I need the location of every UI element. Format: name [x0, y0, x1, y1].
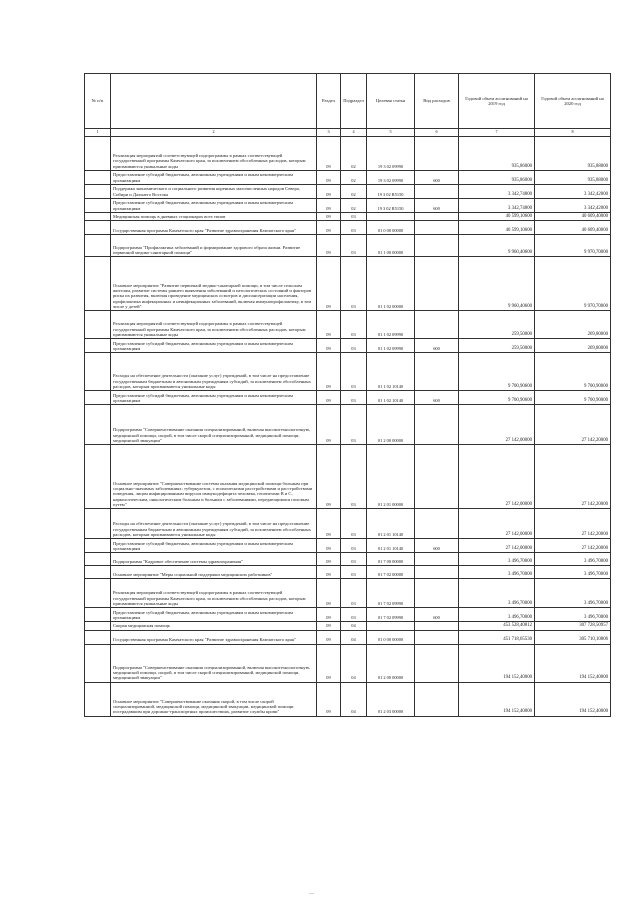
row-subsection-cell: 02 — [341, 171, 367, 185]
row-num-cell — [85, 213, 111, 221]
row-subsection-cell: 03 — [341, 553, 367, 566]
col-index: 7 — [459, 129, 535, 137]
row-name-cell: Расходы на обеспечение деятельности (оказание услуг) учреждений, в том числе на предоставление государственным бюджетным и автономным учреждениям субсидий, за исключением обособленных расходов, которым присваиваются уникальные коды — [111, 509, 317, 539]
row-vol2019-cell: 3 496,70000 — [459, 608, 535, 622]
row-target-cell: 01 2 01 10140 — [367, 539, 415, 553]
row-name-cell: Государственная программа Камчатского края "Развитие здравоохранения Камчатского края" — [111, 221, 317, 235]
row-section-cell: 09 — [317, 339, 341, 353]
row-target-cell: 19 3 02 R5150 — [367, 185, 415, 199]
row-vol2019-cell: 3 496,70000 — [459, 566, 535, 579]
table-row — [85, 622, 611, 630]
table-row — [85, 682, 611, 716]
row-vol2020-cell: 3 342,42000 — [535, 185, 611, 199]
table-row — [85, 608, 611, 622]
row-section-cell: 09 — [317, 405, 341, 445]
col-index: 4 — [341, 129, 367, 137]
row-subsection-cell: 03 — [341, 405, 367, 445]
row-expense-type-cell — [415, 630, 459, 644]
row-expense-type-cell — [415, 445, 459, 509]
row-subsection-cell: 03 — [341, 235, 367, 257]
row-vol2019-cell: 9 700,90600 — [459, 353, 535, 391]
row-expense-type-cell: 600 — [415, 539, 459, 553]
row-name-cell: Расходы на обеспечение деятельности (оказание услуг) учреждений, в том числе на предоставление государственным бюджетным и автономным учреждениям субсидий, за исключением обособленных расходов, которым присваиваются уникальные коды — [111, 353, 317, 391]
row-subsection-cell: 03 — [341, 257, 367, 311]
row-vol2019-cell: 9 960,40600 — [459, 235, 535, 257]
row-expense-type-cell — [415, 221, 459, 235]
row-expense-type-cell — [415, 213, 459, 221]
row-num-cell — [85, 579, 111, 608]
row-num-cell — [85, 311, 111, 339]
row-section-cell: 09 — [317, 221, 341, 235]
row-name-cell: Скорая медицинская помощь — [111, 622, 317, 630]
row-num-cell — [85, 630, 111, 644]
row-vol2020-cell: 9 970,70000 — [535, 235, 611, 257]
row-section-cell: 09 — [317, 509, 341, 539]
row-subsection-cell: 03 — [341, 445, 367, 509]
row-name-cell: Подпрограмма "Совершенствование оказания специализированной, включая высокотехнологичную, медицинской помощи, скорой, в том числе скорой специализированной, медицинской помощи, медицинской эвакуации" — [111, 644, 317, 682]
table-row — [85, 630, 611, 644]
row-vol2020-cell: 3 496,70000 — [535, 566, 611, 579]
row-target-cell: 01 2 03 00000 — [367, 682, 415, 716]
row-subsection-cell: 03 — [341, 213, 367, 221]
row-vol2020-cell: 3 342,42000 — [535, 199, 611, 213]
row-expense-type-cell — [415, 405, 459, 445]
row-num-cell — [85, 185, 111, 199]
row-vol2020-cell: 194 152,40000 — [535, 682, 611, 716]
table-row — [85, 199, 611, 213]
row-section-cell: 09 — [317, 171, 341, 185]
row-target-cell: 01 1 02 10140 — [367, 353, 415, 391]
row-target-cell: 01 1 02 10140 — [367, 391, 415, 405]
row-vol2020-cell: 40 609,40000 — [535, 221, 611, 235]
row-target-cell: 01 2 01 00000 — [367, 445, 415, 509]
col-name-header — [111, 74, 317, 129]
row-subsection-cell: 03 — [341, 353, 367, 391]
row-section-cell: 09 — [317, 445, 341, 509]
row-subsection-cell: 02 — [341, 199, 367, 213]
row-vol2019-cell: 259,50000 — [459, 311, 535, 339]
row-name-cell: Государственная программа Камчатского края "Развитие здравоохранения Камчатского края" — [111, 630, 317, 644]
col-expense-type-header: Вид расходов — [415, 74, 459, 129]
row-subsection-cell: 02 — [341, 185, 367, 199]
row-vol2020-cell: 935,88000 — [535, 171, 611, 185]
column-index-row — [85, 129, 611, 137]
row-vol2019-cell: 3 496,70000 — [459, 553, 535, 566]
col-index: 1 — [85, 129, 111, 137]
row-name-cell: Предоставление субсидий бюджетным, автономным учреждениям и иным некоммерческим организациям — [111, 171, 317, 185]
table-row — [85, 509, 611, 539]
row-vol2020-cell: 194 152,40000 — [535, 644, 611, 682]
row-vol2020-cell: 27 142,20000 — [535, 539, 611, 553]
row-subsection-cell: 03 — [341, 509, 367, 539]
row-target-cell: 01 0 00 00000 — [367, 221, 415, 235]
table-body — [85, 137, 611, 717]
row-vol2020-cell: 27 142,20000 — [535, 445, 611, 509]
row-subsection-cell: 04 — [341, 622, 367, 630]
row-vol2019-cell: 3 342,74800 — [459, 199, 535, 213]
table-row — [85, 171, 611, 185]
row-name-cell: Основное мероприятие "Совершенствование оказания скорой, в том числе скорой специализированной, медицинской помощи, медицинской эвакуации, медицинской помощи пострадавшим при дорожно-транспортных происшествиях, развитие службы крови" — [111, 682, 317, 716]
row-vol2020-cell: 307 728,50957 — [535, 622, 611, 630]
table-row — [85, 405, 611, 445]
row-expense-type-cell — [415, 579, 459, 608]
table-row — [85, 539, 611, 553]
row-num-cell — [85, 509, 111, 539]
row-vol2020-cell: 3 496,70000 — [535, 553, 611, 566]
col-subsection-header: Подраздел — [341, 74, 367, 129]
row-expense-type-cell — [415, 311, 459, 339]
row-num-cell — [85, 221, 111, 235]
row-expense-type-cell — [415, 566, 459, 579]
row-target-cell: 01 2 01 10140 — [367, 509, 415, 539]
row-vol2020-cell: 9 970,70000 — [535, 257, 611, 311]
row-vol2019-cell: 451 718,65530 — [459, 630, 535, 644]
row-expense-type-cell: 600 — [415, 339, 459, 353]
row-target-cell: 01 2 00 00000 — [367, 405, 415, 445]
row-vol2019-cell: 40 599,10600 — [459, 221, 535, 235]
row-vol2019-cell: 27 142,00000 — [459, 509, 535, 539]
row-vol2020-cell: 27 142,20000 — [535, 509, 611, 539]
row-target-cell: 01 1 02 09990 — [367, 311, 415, 339]
row-num-cell — [85, 622, 111, 630]
row-expense-type-cell: 600 — [415, 391, 459, 405]
table-row — [85, 221, 611, 235]
row-subsection-cell: 03 — [341, 608, 367, 622]
row-section-cell: 09 — [317, 185, 341, 199]
row-num-cell — [85, 608, 111, 622]
row-section-cell: 09 — [317, 553, 341, 566]
header-row — [85, 74, 611, 129]
row-vol2019-cell: 259,50000 — [459, 339, 535, 353]
row-vol2019-cell: 3 496,70000 — [459, 579, 535, 608]
row-expense-type-cell — [415, 509, 459, 539]
row-target-cell: 01 1 02 00000 — [367, 257, 415, 311]
row-section-cell: 09 — [317, 391, 341, 405]
col-index: 5 — [367, 129, 415, 137]
row-vol2020-cell: 305 710,10806 — [535, 630, 611, 644]
row-target-cell: 01 7 02 00000 — [367, 566, 415, 579]
row-subsection-cell: 03 — [341, 539, 367, 553]
row-num-cell — [85, 539, 111, 553]
row-name-cell: Предоставление субсидий бюджетным, автономным учреждениям и иным некоммерческим организациям — [111, 539, 317, 553]
row-num-cell — [85, 553, 111, 566]
row-vol2019-cell: 453 528,40812 — [459, 622, 535, 630]
row-num-cell — [85, 199, 111, 213]
row-subsection-cell: 03 — [341, 391, 367, 405]
row-num-cell — [85, 235, 111, 257]
row-target-cell: 19 3 02 09990 — [367, 137, 415, 171]
row-section-cell: 09 — [317, 199, 341, 213]
row-target-cell — [367, 622, 415, 630]
row-vol2020-cell: 9 700,90000 — [535, 353, 611, 391]
row-name-cell: Медицинская помощь в дневных стационарах всех типов — [111, 213, 317, 221]
row-vol2020-cell: 9 700,90000 — [535, 391, 611, 405]
row-subsection-cell: 03 — [341, 221, 367, 235]
row-vol2019-cell: 3 342,74800 — [459, 185, 535, 199]
col-target-header: Целевая статья — [367, 74, 415, 129]
col-index: 2 — [111, 129, 317, 137]
row-vol2019-cell: 194 152,40000 — [459, 682, 535, 716]
table-row — [85, 339, 611, 353]
table-row — [85, 644, 611, 682]
row-target-cell: 01 7 00 00000 — [367, 553, 415, 566]
row-expense-type-cell — [415, 257, 459, 311]
col-num-header: № п/п — [85, 74, 111, 129]
row-expense-type-cell — [415, 644, 459, 682]
row-target-cell: 19 3 02 R5150 — [367, 199, 415, 213]
row-section-cell: 09 — [317, 682, 341, 716]
row-expense-type-cell: 600 — [415, 199, 459, 213]
row-num-cell — [85, 353, 111, 391]
row-num-cell — [85, 644, 111, 682]
table-row — [85, 566, 611, 579]
row-name-cell: Основное мероприятие "Развитие первичной медико-санитарной помощи, в том числе сельским жителям, развитие системы раннего выявления заболеваний и патологических состояний и факторов риска их развития, включая проведение медицинских осмотров и диспансеризации населения, профилактика инфекционных и неинфекционных заболеваний, включая иммунопрофилактику, в том числе у детей" — [111, 257, 317, 311]
row-name-cell: Предоставление субсидий бюджетным, автономным учреждениям и иным некоммерческим организациям — [111, 339, 317, 353]
row-subsection-cell: 04 — [341, 644, 367, 682]
row-name-cell: Предоставление субсидий бюджетным, автономным учреждениям и иным некоммерческим организациям — [111, 199, 317, 213]
table-row — [85, 257, 611, 311]
table-row — [85, 553, 611, 566]
row-expense-type-cell — [415, 137, 459, 171]
row-name-cell: Предоставление субсидий бюджетным, автономным учреждениям и иным некоммерческим организациям — [111, 391, 317, 405]
row-subsection-cell: 03 — [341, 339, 367, 353]
row-expense-type-cell — [415, 682, 459, 716]
table-row — [85, 445, 611, 509]
row-num-cell — [85, 405, 111, 445]
row-target-cell: 01 2 00 00000 — [367, 644, 415, 682]
row-section-cell: 09 — [317, 311, 341, 339]
row-num-cell — [85, 682, 111, 716]
row-expense-type-cell — [415, 185, 459, 199]
row-subsection-cell: 03 — [341, 311, 367, 339]
row-expense-type-cell — [415, 235, 459, 257]
row-expense-type-cell: 600 — [415, 608, 459, 622]
row-section-cell: 09 — [317, 539, 341, 553]
row-section-cell: 09 — [317, 622, 341, 630]
row-section-cell: 09 — [317, 644, 341, 682]
row-section-cell: 09 — [317, 579, 341, 608]
row-subsection-cell: 02 — [341, 137, 367, 171]
budget-table — [84, 73, 611, 717]
row-vol2019-cell: 194 152,40000 — [459, 644, 535, 682]
row-vol2020-cell: 3 496,70000 — [535, 608, 611, 622]
row-section-cell: 09 — [317, 353, 341, 391]
row-target-cell: 19 3 02 09990 — [367, 171, 415, 185]
row-subsection-cell: 04 — [341, 682, 367, 716]
row-num-cell — [85, 445, 111, 509]
row-target-cell: 01 0 00 00000 — [367, 630, 415, 644]
row-target-cell: 01 7 02 09990 — [367, 608, 415, 622]
table-row — [85, 213, 611, 221]
row-section-cell: 09 — [317, 257, 341, 311]
col-vol2019-header: Годовой объем ассигнований на 2019 год — [459, 74, 535, 129]
row-num-cell — [85, 137, 111, 171]
row-num-cell — [85, 566, 111, 579]
row-name-cell: Подпрограмма "Совершенствование оказания специализированной, включая высокотехнологичную, медицинской помощи, скорой, в том числе скорой специализированной, медицинской помощи, медицинской эвакуации" — [111, 405, 317, 445]
table-row — [85, 235, 611, 257]
row-section-cell: 09 — [317, 608, 341, 622]
col-index: 6 — [415, 129, 459, 137]
col-index: 3 — [317, 129, 341, 137]
row-name-cell: Подпрограмма "Профилактика заболеваний и формирование здорового образа жизни. Развитие первичной медико-санитарной помощи" — [111, 235, 317, 257]
row-num-cell — [85, 171, 111, 185]
row-section-cell: 09 — [317, 235, 341, 257]
row-name-cell: Предоставление субсидий бюджетным, автономным учреждениям и иным некоммерческим организациям — [111, 608, 317, 622]
col-index: 8 — [535, 129, 611, 137]
row-name-cell: Реализация мероприятий соответствующей подпрограммы в рамках соответствующей государственной программы Камчатского края, за исключением обособленных расходов, которым присваиваются уникальные коды — [111, 311, 317, 339]
row-name-cell: Поддержка экономического и социального развития коренных малочисленных народов Севера, Сибири и Дальнего Востока — [111, 185, 317, 199]
row-vol2019-cell: 9 960,40600 — [459, 257, 535, 311]
row-subsection-cell: 03 — [341, 566, 367, 579]
row-name-cell: Основное мероприятие "Совершенствование системы оказания медицинской помощи больным при социально-значимых заболеваниях: туберкулезом, с психическими расстройствами и расстройствами поведения, лицам инфицированным вирусом иммунодефицита человека, гепатитами B и C, наркологическим, онкологическим больным и больным с заболеваниями, передающимися половым путем" — [111, 445, 317, 509]
row-num-cell — [85, 257, 111, 311]
table-row — [85, 353, 611, 391]
table-row — [85, 311, 611, 339]
row-expense-type-cell — [415, 553, 459, 566]
row-vol2020-cell: 935,88000 — [535, 137, 611, 171]
row-name-cell: Основное мероприятие "Меры социальной поддержки медицинских работников" — [111, 566, 317, 579]
row-num-cell — [85, 339, 111, 353]
row-vol2020-cell: 40 609,40000 — [535, 213, 611, 221]
row-vol2020-cell: 3 496,70000 — [535, 579, 611, 608]
row-section-cell: 09 — [317, 566, 341, 579]
row-section-cell: 09 — [317, 213, 341, 221]
page-number: — — [309, 892, 314, 897]
row-name-cell: Реализация мероприятий соответствующей подпрограммы в рамках соответствующей государственной программы Камчатского края, за исключением обособленных расходов, которым присваиваются уникальные коды — [111, 579, 317, 608]
row-subsection-cell: 04 — [341, 630, 367, 644]
row-vol2019-cell: 27 142,00000 — [459, 445, 535, 509]
row-target-cell: 01 1 00 00000 — [367, 235, 415, 257]
table-row — [85, 137, 611, 171]
row-expense-type-cell — [415, 622, 459, 630]
row-vol2019-cell: 9 700,90600 — [459, 391, 535, 405]
row-num-cell — [85, 391, 111, 405]
table-row — [85, 391, 611, 405]
row-target-cell: 01 1 02 09990 — [367, 339, 415, 353]
row-vol2019-cell: 27 142,00000 — [459, 405, 535, 445]
row-target-cell — [367, 213, 415, 221]
row-name-cell: Подпрограмма "Кадровое обеспечение системы здравоохранения" — [111, 553, 317, 566]
row-vol2020-cell: 27 142,20000 — [535, 405, 611, 445]
row-expense-type-cell — [415, 353, 459, 391]
table-row — [85, 579, 611, 608]
row-subsection-cell: 03 — [341, 579, 367, 608]
row-vol2020-cell: 269,80000 — [535, 311, 611, 339]
row-vol2020-cell: 269,80000 — [535, 339, 611, 353]
row-section-cell: 09 — [317, 630, 341, 644]
col-vol2020-header: Годовой объем ассигнований на 2020 год — [535, 74, 611, 129]
table-row — [85, 185, 611, 199]
row-vol2019-cell: 935,86000 — [459, 137, 535, 171]
row-expense-type-cell: 600 — [415, 171, 459, 185]
row-vol2019-cell: 935,86000 — [459, 171, 535, 185]
row-name-cell: Реализация мероприятий соответствующей подпрограммы в рамках соответствующей государственной программы Камчатского края, за исключением обособленных расходов, которым присваиваются уникальные коды — [111, 137, 317, 171]
row-vol2019-cell: 27 142,00000 — [459, 539, 535, 553]
col-section-header: Раздел — [317, 74, 341, 129]
row-section-cell: 09 — [317, 137, 341, 171]
row-vol2019-cell: 40 599,10600 — [459, 213, 535, 221]
row-target-cell: 01 7 02 09990 — [367, 579, 415, 608]
